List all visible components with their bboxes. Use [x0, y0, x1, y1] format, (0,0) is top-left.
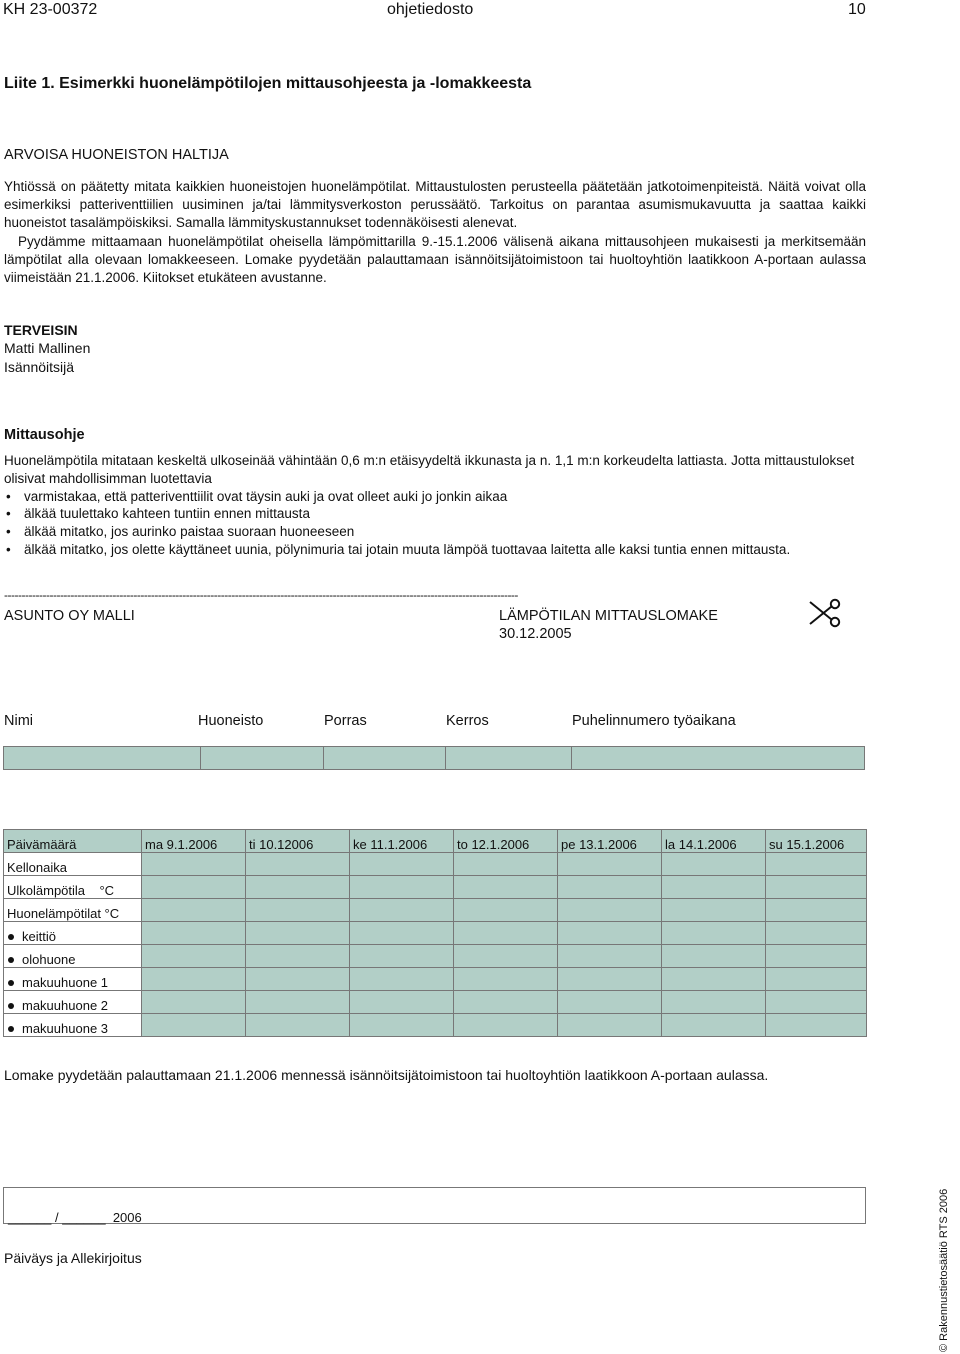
bullet-icon: •: [6, 506, 11, 522]
bullet-icon: [8, 957, 14, 963]
row-label-text: makuuhuone 2: [22, 998, 109, 1013]
list-item-text: älkää mitatko, jos olette käyttäneet uunia, pölynimuria tai jotain muuta lämpöä tuottavaa laitetta alle kaksi tuntia ennen mittausta.: [24, 541, 791, 557]
day-header: ti 10.12006: [246, 830, 350, 853]
measurement-cell[interactable]: [558, 853, 662, 876]
measurement-cell[interactable]: [246, 991, 350, 1014]
intro-paragraph-2: Pyydämme mittaamaan huonelämpötilat oheisella lämpömittarilla 9.-15.1.2006 välisenä aikana mittausohjeen mukaisesti ja merkitsemään lämpötilat alla olevaan lomakkeeseen. Lomake pyydetään palauttamaan isännöitsijätoimistoon tai huoltoyhtiön laatikkoon A-portaan aulassa viimeistään 21.1.2006. Kiitokset etukäteen avustanne.: [4, 233, 866, 286]
measurement-cell[interactable]: [142, 899, 246, 922]
measurement-cell[interactable]: [558, 922, 662, 945]
measurement-cell[interactable]: [766, 876, 867, 899]
row-label-text: makuuhuone 3: [22, 1021, 109, 1036]
table-row: [4, 968, 867, 991]
day-header: pe 13.1.2006: [558, 830, 662, 853]
measurement-cell[interactable]: [662, 899, 766, 922]
table-row: [4, 853, 867, 876]
day-header: ma 9.1.2006: [142, 830, 246, 853]
table-header-row: [4, 830, 867, 853]
form-date: 30.12.2005: [499, 626, 572, 642]
row-label-text: olohuone: [22, 952, 76, 967]
day-header: ke 11.1.2006: [350, 830, 454, 853]
measurement-cell[interactable]: [662, 991, 766, 1014]
measurement-cell[interactable]: [142, 853, 246, 876]
page-title: Liite 1. Esimerkki huonelämpötilojen mittausohjeesta ja -lomakkeesta: [4, 75, 532, 92]
measurement-cell[interactable]: [558, 991, 662, 1014]
measurement-cell[interactable]: [246, 1014, 350, 1037]
day-header: to 12.1.2006: [454, 830, 558, 853]
row-label: [4, 922, 142, 945]
intro-paragraph-1: Yhtiössä on päätetty mitata kaikkien huoneistojen huonelämpötilat. Mittaustulosten perusteella päätetään jatkotoimenpiteistä. Näitä voivat olla esimerkiksi patteriventtiilien uusiminen ja/tai lämmitysverkoston perussäätö. Tarkoitus on parantaa asumismukavuutta ja saattaa kaikki huoneistot tasalämpöiskiksi. Samalla lämmityskustannukset todennäköisesti alenevat.: [4, 179, 866, 231]
measurement-cell[interactable]: [454, 991, 558, 1014]
page-number: 10: [848, 1, 866, 18]
measurement-cell[interactable]: [142, 876, 246, 899]
measurement-cell[interactable]: [454, 945, 558, 968]
measurement-cell[interactable]: [454, 1014, 558, 1037]
measurement-cell[interactable]: [766, 991, 867, 1014]
measurement-cell[interactable]: [558, 968, 662, 991]
table-row: [4, 899, 867, 922]
measurement-cell[interactable]: [350, 922, 454, 945]
list-item: [4, 488, 866, 506]
document-type: ohjetiedosto: [387, 1, 474, 18]
measurement-cell[interactable]: [766, 945, 867, 968]
measurement-cell[interactable]: [246, 853, 350, 876]
measurement-cell[interactable]: [454, 853, 558, 876]
measurement-cell[interactable]: [246, 922, 350, 945]
measurement-cell[interactable]: [246, 899, 350, 922]
floor-field[interactable]: [446, 747, 572, 769]
measurement-cell[interactable]: [350, 991, 454, 1014]
bullet-icon: [8, 934, 14, 940]
signature-label: Päiväys ja Allekirjoitus: [4, 1250, 142, 1266]
measurement-cell[interactable]: [246, 945, 350, 968]
row-label: Ulkolämpötila °C: [4, 876, 142, 899]
measurement-cell[interactable]: [350, 853, 454, 876]
measurement-cell[interactable]: [766, 1014, 867, 1037]
measurement-cell[interactable]: [350, 945, 454, 968]
measurement-cell[interactable]: [142, 991, 246, 1014]
company-name: ASUNTO OY MALLI: [4, 608, 135, 624]
row-label: [4, 1014, 142, 1037]
list-item-text: älkää tuulettako kahteen tuntiin ennen mittausta: [24, 506, 310, 522]
day-header: la 14.1.2006: [662, 830, 766, 853]
return-note: Lomake pyydetään palauttamaan 21.1.2006 mennessä isännöitsijätoimistoon tai huoltoyhtiön laatikkoon A-portaan aulassa.: [4, 1067, 769, 1083]
row-label: Huonelämpötilat °C: [4, 899, 142, 922]
cut-line: ---------------------------------------------------------------------------------------------------------------------------------------------------: [4, 588, 518, 602]
measurement-cell[interactable]: [142, 922, 246, 945]
signer-name: Matti Mallinen: [4, 340, 91, 357]
measurement-cell[interactable]: [662, 853, 766, 876]
measurement-cell[interactable]: [454, 876, 558, 899]
measurement-cell[interactable]: [350, 1014, 454, 1037]
bullet-icon: •: [6, 488, 11, 504]
measurement-cell[interactable]: [454, 968, 558, 991]
phone-field[interactable]: [572, 747, 864, 769]
row-label: [4, 991, 142, 1014]
row-label: [4, 945, 142, 968]
table-row: [4, 991, 867, 1014]
signature-date-line: ______ / ______ 2006: [8, 1210, 142, 1225]
instructions-list: [4, 488, 866, 559]
list-item-text: varmistakaa, että patteriventtiilit ovat täysin auki ja ovat olleet auki jo jonkin aikaa: [24, 488, 508, 504]
apartment-field[interactable]: [201, 747, 325, 769]
table-row: [4, 876, 867, 899]
greeting: TERVEISIN: [4, 322, 78, 338]
measurement-cell[interactable]: [558, 1014, 662, 1037]
signature-block: [4, 321, 90, 376]
bullet-icon: [8, 1003, 14, 1009]
document-id: KH 23-00372: [3, 1, 98, 18]
copyright-notice: © Rakennustietosäätiö RTS 2006: [938, 1188, 950, 1352]
intro-text: [4, 178, 866, 287]
name-field[interactable]: [4, 747, 201, 769]
table-row: [4, 1014, 867, 1037]
measurement-cell[interactable]: [142, 945, 246, 968]
measurement-cell[interactable]: [662, 922, 766, 945]
measurement-cell[interactable]: [766, 968, 867, 991]
name-label: Nimi: [4, 713, 33, 729]
list-item-text: älkää mitatko, jos aurinko paistaa suoraan huoneeseen: [24, 524, 355, 540]
measurement-table: [3, 829, 867, 1037]
row-label: Kellonaika: [4, 853, 142, 876]
measurement-cell[interactable]: [558, 876, 662, 899]
resident-info-fields: [3, 746, 865, 770]
table-row: [4, 922, 867, 945]
measurement-cell[interactable]: [454, 899, 558, 922]
date-header-label: Päivämäärä: [4, 830, 142, 853]
measurement-cell[interactable]: [246, 876, 350, 899]
scissors-icon: [808, 596, 842, 630]
measurement-cell[interactable]: [350, 968, 454, 991]
apartment-label: Huoneisto: [198, 713, 264, 729]
measurement-cell[interactable]: [662, 968, 766, 991]
measurement-cell[interactable]: [142, 1014, 246, 1037]
measurement-cell[interactable]: [662, 1014, 766, 1037]
staircase-label: Porras: [324, 713, 367, 729]
list-item: [4, 505, 866, 523]
phone-label: Puhelinnumero työaikana: [572, 713, 736, 729]
measurement-cell[interactable]: [766, 922, 867, 945]
instructions-body: [4, 452, 866, 559]
bullet-icon: [8, 980, 14, 986]
staircase-field[interactable]: [324, 747, 446, 769]
measurement-cell[interactable]: [350, 876, 454, 899]
signer-role: Isännöitsijä: [4, 358, 75, 375]
measurement-cell[interactable]: [662, 876, 766, 899]
row-label-text: keittiö: [22, 929, 56, 944]
form-title: LÄMPÖTILAN MITTAUSLOMAKE: [499, 608, 718, 624]
measurement-cell[interactable]: [454, 922, 558, 945]
bullet-icon: •: [6, 541, 11, 557]
measurement-cell[interactable]: [558, 945, 662, 968]
measurement-cell[interactable]: [558, 899, 662, 922]
row-label-text: makuuhuone 1: [22, 975, 109, 990]
list-item: [4, 541, 866, 559]
floor-label: Kerros: [446, 713, 489, 729]
row-label: [4, 968, 142, 991]
measurement-cell[interactable]: [350, 899, 454, 922]
instructions-text: Huonelämpötila mitataan keskeltä ulkoseinää vähintään 0,6 m:n etäisyydeltä ikkunasta ja n. 1,1 m:n korkeudelta lattiasta. Jotta mittaustulokset olisivat mahdollisimman luotettavia: [4, 453, 855, 486]
section-title: ARVOISA HUONEISTON HALTIJA: [4, 147, 229, 163]
measurement-cell[interactable]: [246, 968, 350, 991]
list-item: [4, 523, 866, 541]
day-header: su 15.1.2006: [766, 830, 867, 853]
instructions-title: Mittausohje: [4, 427, 85, 443]
measurement-cell[interactable]: [766, 899, 867, 922]
table-row: [4, 945, 867, 968]
bullet-icon: •: [6, 524, 11, 540]
measurement-cell[interactable]: [766, 853, 867, 876]
bullet-icon: [8, 1026, 14, 1032]
measurement-cell[interactable]: [662, 945, 766, 968]
measurement-cell[interactable]: [142, 968, 246, 991]
